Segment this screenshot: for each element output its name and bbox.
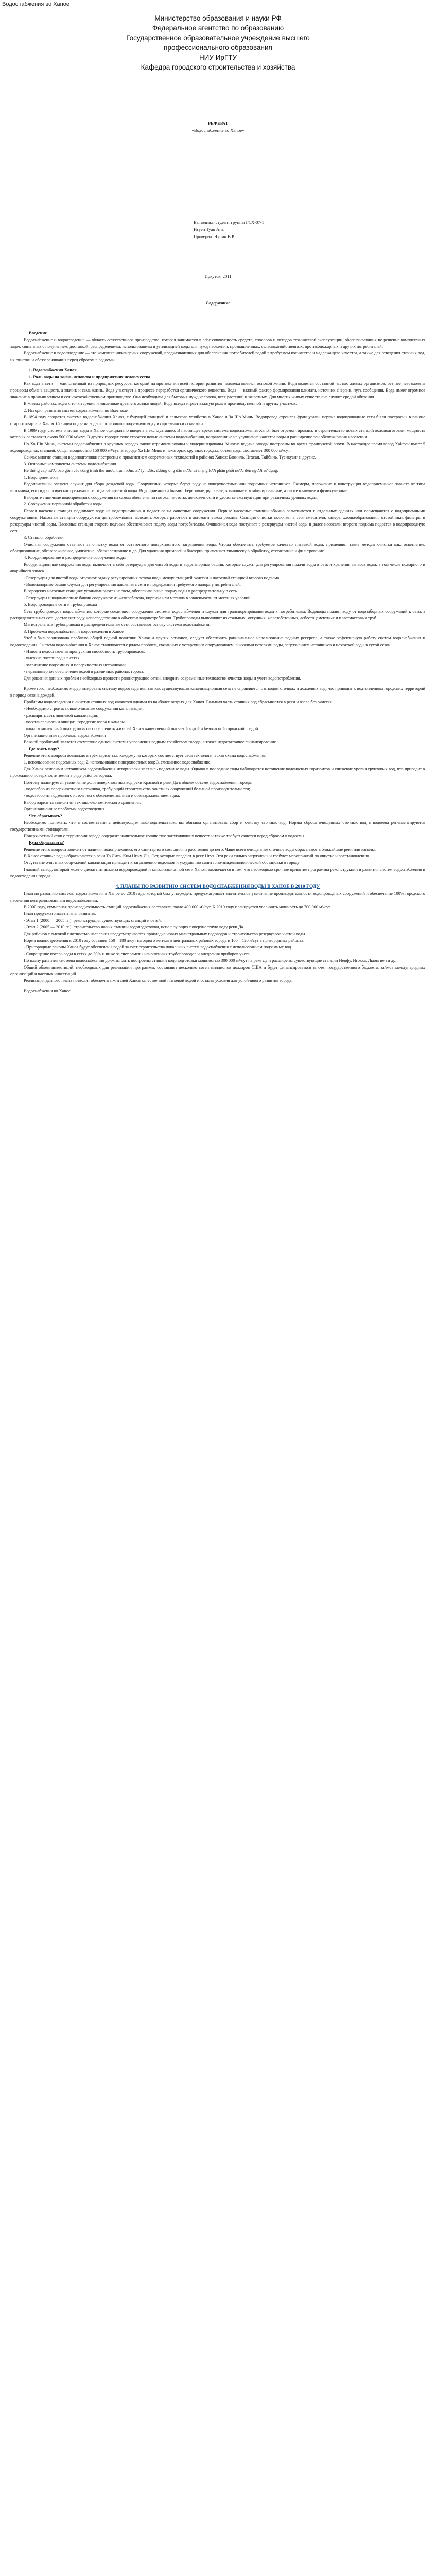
body-paragraph: Для районов с высокой плотностью населения предусматривается прокладка новых магистральных водоводов и строительство резервуаров чистой воды. — [24, 931, 306, 936]
body-paragraph: Первая насосная станция поднимает воду из водоприемника и подает ее на очистные сооружения. Первые насосные станции обычно размещаются в отдельных зданиях или совмещаются с водоприемными сооружениями. Насосные станции оборудуются центробежными насосами, которые работают в автоматическом режиме. Станция очистки включает в себя смесители, камеры хлопьеобразования, отстойники, фильтры и резервуары чистой воды. Насосные станции второго подъема обеспечивают подачу воды потребителям. Очищенная вода поступает в резервуары чистой воды и далее насосами второго подъема подается в водопроводную сеть. — [10, 509, 425, 533]
subsection-heading: Куда сбрасывать? — [29, 840, 64, 845]
body-paragraph: Очистная сооружения отвечают за очистку воды от остаточного поверхностного загрязнения воды. Чтобы обеспечить требуемое качество питьевой воды, применяют такие методы очистки как: осветление, обесцвечивание, обеззараживание, умягчение, обезжелезивание и др. Для удаления примесей и бактерий применяют химическую обработку, отстаивание и фильтрование. — [10, 542, 425, 553]
paragraph-spacer — [10, 879, 425, 883]
subsection-heading: Что сбрасывать? — [29, 814, 62, 818]
body-paragraph: - загрязнение подземных и поверхностных источников; — [24, 663, 126, 667]
institution-line-2: профессионального образования — [164, 44, 272, 52]
body-paragraph: - Необходимо строить новые очистные сооружения канализации; — [24, 706, 144, 711]
body-paragraph: Только комплексный подход позволит обеспечить жителей Ханоя качественной питьевой водой и безопасной городской средой. — [24, 726, 259, 731]
body-paragraph: 4. Координирование и распределение сооружения воды — [24, 555, 126, 560]
body-paragraph: Водоснабжения во Ханое — [24, 989, 71, 993]
body-paragraph: Общий объем инвестиций, необходимых для реализации программы, составляет несколько сотен миллионов долларов США и будет финансироваться за счет государственного бюджета, займов международных организаций и частных инвестиций. — [10, 965, 425, 976]
body-paragraph: Главный вывод, который можно сделать из анализа водопроводной и канализационной сети Ханоя, заключается в том, что необходимо срочное принятие программы реконструкции и развития систем водоснабжения и водоотведения города. — [10, 867, 425, 878]
body-paragraph: План предусматривает этапы развития: — [24, 911, 96, 916]
body-paragraph: - неравномерное обеспечение водой в различных районах города. — [24, 669, 144, 674]
paragraph-spacer — [10, 363, 425, 367]
author-name: Нгуен Туан Ань — [194, 227, 224, 232]
body-paragraph: 1. использование подземных вод; 2. использование поверхностных вод; 3. смешанное водоснабжение. — [24, 760, 212, 765]
body-paragraph: В 1894 году создается система водоснабжения Ханоя, с будущей станцией и сельского хозяйства в Ханое и За Шо Минь. Водопровод строился французами, первые водопроводные сети были построены в районе старого квартала Ханоя. Станции подъема воды использовали подземную воду из артезианских скважин. — [10, 415, 425, 426]
body-paragraph: В городских насосных станциях устанавливаются насосы, обеспечивающие подачу воды в распределительную сеть. — [24, 589, 238, 594]
section-heading: 1. Водоснабжения Ханоя — [29, 368, 77, 372]
body-paragraph: Организационные проблемы водоснабжения — [24, 733, 106, 738]
section-heading: 1. Роль воды на жизнь человека и предприятиях человечества — [29, 375, 150, 379]
body-paragraph: 1. Водоприемники — [24, 475, 58, 480]
body-paragraph: Проблемы водоотведения и очистки сточных вод являются одними из наиболее острых для Ханоя. Большая часть сточных вод сбрасывается в реки и озера без очистки. — [24, 700, 334, 704]
cover-title-block — [0, 13, 436, 72]
author-line: Выполнил: студент группы ГСХ-07-1 — [194, 219, 264, 225]
report-topic: «Водоснабжение во Ханое» — [191, 128, 245, 133]
body-paragraph: - Резервуары и водонапорные башни сооружают из железобетона, кирпича или металла в зависимости от местных условий. — [24, 596, 252, 600]
body-paragraph: Отсутствие очистных сооружений канализации приводит к загрязнению водоемов и ухудшению санитарно-эпидемиологической обстановки в городе. — [24, 860, 301, 865]
paragraph-spacer — [10, 984, 425, 988]
body-paragraph: Реализация данного плана позволит обеспечить жителей Ханоя качественной питьевой водой и создать условия для устойчивого развития города. — [24, 978, 293, 983]
body-paragraph: В Ханое сточные воды сбрасываются в реки То Лить, Ким Нгыу, Лы, Сет, которые впадают в реку Нгуэ. Эти реки сильно загрязнены и требуют мероприятий по очистке и восстановлению. — [24, 854, 370, 858]
cover-author-info — [194, 218, 348, 240]
subsection-heading: Где взять воду? — [29, 747, 59, 751]
body-paragraph: План по развитию системы водоснабжения в Ханое до 2010 года, который был утвержден, предусматривает значительное увеличение производительности водопроводных сооружений и обеспечение 100% городского населения централизованным водоснабжением. — [10, 891, 425, 903]
body-paragraph: Для решения данных проблем необходимо провести реконструкцию сетей, внедрить современные технологии очистки воды и учета водопотребления. — [24, 676, 301, 681]
document-title-label: Водоснабжения во Ханое — [2, 1, 69, 7]
body-paragraph: Для Ханоя основным источником водоснабжения исторически являлись подземные воды. Однако в последние годы наблюдается истощение водоносных горизонтов и снижение уровня грунтовых вод, что приводит к проседанию поверхности земли в ряде районов города. — [10, 767, 425, 778]
body-paragraph: Водоснабжение и водоотведение — область естественного производства, которая занимается в себе совокупность средств, способов и методов технической эксплуатации, обеспечивающих не решение комплексных задач, связанных с получением, доставкой, распределением, использованием и утилизацией воды для нужд населения, промышленных, сельскохозяйственных, противопожарных и других потребителей. — [10, 337, 425, 349]
institution-line: Государственное образовательное учреждение высшего — [126, 34, 310, 42]
body-paragraph: Выбор варианта зависит от технико-экономического сравнения. — [24, 800, 141, 805]
cover-report-heading — [0, 120, 436, 134]
body-paragraph: Норма водопотребления к 2010 году составит 150 – 180 л/сут на одного жителя в центральных районах города и 100 – 120 л/сут в пригородных районах. — [24, 938, 305, 943]
body-paragraph: По плану развития системы водоснабжения должны быть построены станции водоподготовки мощностью 300 000 м³/сут на реке Да и расширены существующие станции Иенфу, Нгокха, Лыонгиен и др. — [24, 958, 397, 963]
body-paragraph: Координационные сооружения воды включают в себя резервуары для чистой воды и водонапорные башни, которые служат для регулирования подачи воды в сеть и хранения запасов воды, в том числе пожарного и аварийного запаса. — [10, 562, 425, 573]
body-paragraph: 5. Водопроводные сети и трубопроводы — [24, 602, 97, 607]
body-paragraph: - расширять сеть ливневой канализации; — [24, 713, 99, 718]
body-paragraph: Решение этого вопроса зависит от наличия водоприемника, его санитарного состояния и расстояния до него. Чаще всего очищенные сточные воды сбрасывают в ближайшие реки или каналы. — [24, 847, 376, 852]
body-paragraph: - водозабор из поверхностного источника, требующий строительства очистных сооружений большой производительности; — [24, 787, 250, 791]
agency-line: Федеральное агентство по образованию — [152, 24, 284, 32]
body-paragraph: - водозабор из подземного источника с обезжелезиванием и обеззараживанием воды. — [24, 793, 180, 798]
body-paragraph: Чтобы был реализована проблема общей водной политики Ханоя и других регионов, следует обеспечить рациональное использование водных ресурсов, а также эффективную работу систем водоснабжения и водоотведения. Система водоснабжения в Ханое сталкивается с рядом проблем, связанных с устаревшим оборудованием, высокими потерями воды, загрязнением источников и нехваткой воды в сухой сезон. — [10, 636, 425, 647]
ministry-line: Министерство образования и науки РФ — [154, 14, 282, 22]
body-paragraph: Но Хо Ши Минь, системы водоснабжения в крупных городах также отремонтированы и модернизированы. Многие водные заводы построены во время французской эпохи. В настоящее время город Хайфон имеет 5 водопроводных станций, общая мощностью 150 000 м³/сут. В городе Хо Ши Минь и некоторых крупных городах, объем воды составляет 300 000 м³/сут. — [10, 442, 425, 453]
body-paragraph: - Износ и недостаточная пропускная способность трубопроводов; — [24, 649, 145, 654]
body-paragraph: - Этап 1 (2000 — 2005 гг.): реконструкция существующих станций и сетей; — [24, 918, 162, 923]
body-paragraph: 2. История развития систем водоснабжения во Вьетнаме — [24, 408, 128, 413]
body-paragraph: - Резервуары для чистой воды отвечают задачу регулирования потока воды между станцией очистки и насосной станцией второго подъема. — [24, 575, 281, 580]
body-paragraph: В 2000 году, суммарная производительность станций водоснабжения составляла около 400 000 м³/сут. К 2010 году планируется увеличить мощность до 700 000 м³/сут. — [24, 905, 332, 909]
department-line: Кафедра городского строительства и хозяйства — [141, 63, 295, 71]
body-paragraph: В 1999 году, система очистки воды в Ханое официально введена в эксплуатацию. В настоящее время система водоснабжения Ханоя был отремонтирована, и строительство новых станций водоподготовки, мощность которых составляет около 500 000 м³/сут. В других городах тоже строятся новые системы водоснабжения, направленные на улучшение качества воды и расширение зон обслуживания населения. — [10, 428, 425, 439]
body-paragraph: Поверхностный сток с территории города содержит значительное количество загрязняющих веществ и также требует очистки перед сбросом в водоемы. — [24, 834, 306, 838]
report-label: РЕФЕРАТ — [207, 121, 229, 126]
reviewer-line: Проверил: Чупин В.Р. — [194, 234, 235, 239]
body-paragraph: 3. Проблемы водоснабжения и водоотведения в Ханое — [24, 629, 124, 634]
body-paragraph: 3. Основные компоненты системы водоснабжения — [24, 462, 116, 466]
body-paragraph: Организационные проблемы водоотведения — [24, 807, 105, 811]
university-line: НИУ ИрГТУ — [199, 54, 237, 61]
body-paragraph: 2. Сооружения первичной обработки воды — [24, 502, 102, 506]
chapter-heading: 4. ПЛАНЫ ПО РАЗВИТИЮ СИСТЕМ ВОДОСНАБЖЕНИЯ ВОДЫ В ХАНОЕ В 2010 ГОДУ — [115, 884, 320, 889]
body-paragraph: Необходимо понимать, что в соответствии с действующим законодательством, вы обязаны организовать сбор и очистку сточных вод. Нормы сброса очищенных сточных вод в водоемы регламентируются государственными стандартами. — [10, 820, 425, 832]
body-paragraph: Кроме того, необходимо модернизировать систему водоотведения, так как существующая канализационная сеть не справляется с отводом сточных и дождевых вод, что приводит к подтоплениям городских территорий в период сезона дождей. — [10, 686, 425, 698]
section-heading: Введение — [29, 331, 47, 335]
body-paragraph: Решение этого вопроса возможно в трёх вариантах, каждому из которых соответствует своя технологическая схема водоснабжения: — [24, 753, 267, 758]
body-paragraph: - высокие потери воды в сетях; — [24, 656, 81, 660]
document-body — [10, 330, 425, 994]
body-paragraph: Сеть трубопроводов водоснабжения, которые соединяют сооружения системы водоснабжения и служат для транспортирования воды к потребителям. Водоводы подают воду от водозаборных сооружений к сети, а распределительная сеть доставляет воду непосредственно к объектам водопотребления. Трубопроводы выполняют из стальных, чугунных, железобетонных, асбестоцементных и пластмассовых труб. — [10, 609, 425, 620]
paragraph-spacer — [10, 682, 425, 685]
body-paragraph: 3. Станция обработки — [24, 535, 64, 540]
body-paragraph: - Сокращение потерь воды в сетях до 30% и ниже за счет замены изношенных трубопроводов и внедрения приборов учета. — [24, 952, 251, 956]
body-paragraph: Выберите типичные водоприемного сооружения на самом обеспечении потока, чистоты, долговечности и удобстве эксплуатации при различных уровнях воды. — [24, 495, 318, 500]
body-paragraph: Hê thống cấp nước bao gồm các công trình thu nước, trạm bơm, xử lý nước, đường ống dẫn nước và mạng lưới phân phối nước đến người sử dụng. — [24, 468, 278, 473]
body-paragraph: Поэтому планируется увеличение доли поверхностных вод реки Красной и реки Да в общем объеме водоснабжения города. — [24, 780, 252, 785]
body-paragraph: Сейчас многие станции водоподготовки построены с применением современных технологий в районах Ханоя: Бакниль, Нгхеан, Тайбинь, Туенкуанг и другие. — [24, 455, 316, 460]
body-paragraph: - Этап 2 (2005 — 2010 гг.): строительство новых станций водоподготовки, использующих поверхностную воду реки Да. — [24, 925, 245, 929]
body-paragraph: Как вода в сети — единственный из природных ресурсов, который на протяжении всей истории развития человека являлся основой жизни. Вода является составной частью живых организмов, без нее невозможны процессы обмена веществ, а значит, и сама жизнь. Вода участвует в процессе переработки органического вещества. Вода — важный фактор формирования климата, источник энергии, путь сообщения. Вода имеет огромное значение в промышленном и сельскохозяйственном производстве. Она необходима для бытовых нужд человека, всех растений и животных. Для многих живых существ она служит средой обитания. — [10, 381, 425, 399]
body-paragraph: В жилых районах, воды с точки зрения и лишенные древнего жилья людей. Вода всегда играет важную роль в производственной и других участков. — [24, 401, 297, 406]
body-paragraph: Водоприемный элемент служит для сбора дождевой воды. Сооружения, которые берут воду из поверхностных или подземных источников. Размеры, положение и конструкция водоприемников зависят от типа источника, его гидрологического режима и расхода забираемой воды. Водоприемники бывают береговые, русловые, ковшовые и комбинированные, а также плавучие и фуникулерные. — [10, 482, 425, 493]
body-paragraph: - Водонапорные башни служат для регулирования давления в сети и поддержания требуемого напора у потребителей. — [24, 582, 241, 587]
body-paragraph: Магистральные трубопроводы и распределительные сети составляют основу системы водоснабжения. — [24, 622, 213, 627]
body-paragraph: - Пригородные районы Ханоя будут обеспечены водой за счет строительства локальных систем водоснабжения с использованием подземных вод. — [24, 945, 292, 950]
cover-city-year: Иркутск, 2011 — [204, 274, 232, 279]
body-paragraph: Водоснабжение и водоотведение — это комплекс инженерных сооружений, предназначенных для обеспечения потребителей водой в требуемом количестве и надлежащего качества, а также для отведения сточных вод, их очистки и обеззараживания перед сбросом в водоемы. — [10, 351, 425, 362]
body-paragraph: - восстанавливать и очищать городские озера и каналы. — [24, 720, 126, 724]
contents-heading: Содержание — [205, 300, 231, 306]
body-paragraph: Важной проблемой является отсутствие единой системы управления водным хозяйством города, а также недостаточное финансирование. — [24, 740, 277, 744]
